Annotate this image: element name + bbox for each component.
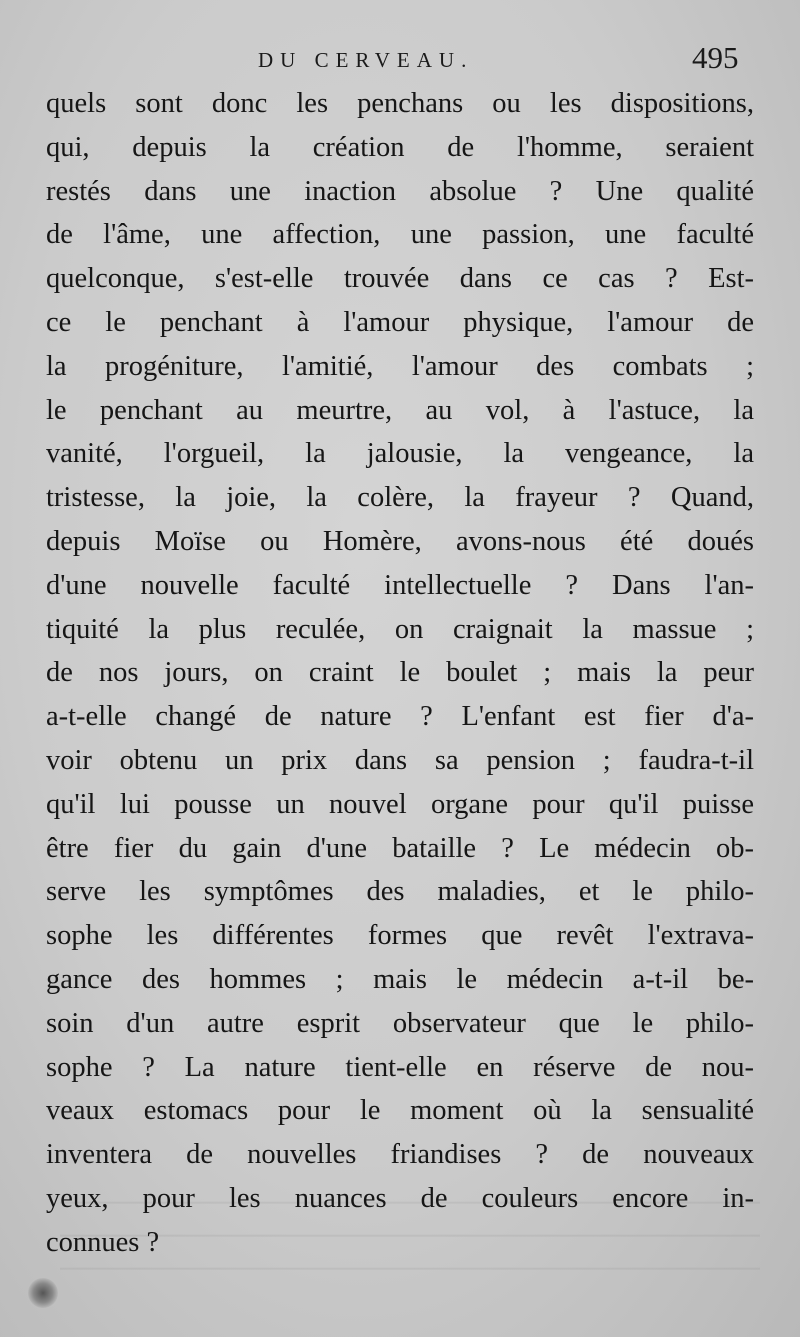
text-line: serve les symptômes des maladies, et le philo-: [46, 876, 754, 908]
text-line: d'une nouvelle faculté intellectuelle ? Dans l'an-: [46, 569, 754, 601]
text-line: tristesse, la joie, la colère, la frayeur ? Quand,: [46, 482, 754, 514]
text-line: a-t-elle changé de nature ? L'enfant est fier d'a-: [46, 701, 754, 733]
body-text: [46, 82, 754, 1265]
text-line: ce le penchant à l'amour physique, l'amour de: [46, 306, 754, 338]
text-line: qui, depuis la création de l'homme, seraient: [46, 131, 754, 163]
ink-stain: [28, 1278, 58, 1308]
text-line: de l'âme, une affection, une passion, une faculté: [46, 219, 754, 251]
text-line: yeux, pour les nuances de couleurs encore in-: [46, 1182, 754, 1214]
text-line: soin d'un autre esprit observateur que le philo-: [46, 1007, 754, 1039]
text-line: sophe les différentes formes que revêt l'extrava-: [46, 920, 754, 952]
page-number: 495: [692, 40, 739, 75]
text-line: vanité, l'orgueil, la jalousie, la vengeance, la: [46, 438, 754, 470]
text-line: restés dans une inaction absolue ? Une qualité: [46, 175, 754, 207]
running-head-title: DU CERVEAU.: [258, 48, 474, 72]
text-line: être fier du gain d'une bataille ? Le médecin ob-: [46, 832, 754, 864]
running-head: [0, 40, 800, 84]
text-line: le penchant au meurtre, au vol, à l'astuce, la: [46, 394, 754, 426]
text-line: quelconque, s'est-elle trouvée dans ce cas ? Est-: [46, 263, 754, 295]
text-line: voir obtenu un prix dans sa pension ; faudra-t-il: [46, 744, 754, 776]
text-line: de nos jours, on craint le boulet ; mais la peur: [46, 657, 754, 689]
text-line: qu'il lui pousse un nouvel organe pour qu'il puisse: [46, 788, 754, 820]
text-line: depuis Moïse ou Homère, avons-nous été doués: [46, 525, 754, 557]
text-line: tiquité la plus reculée, on craignait la massue ;: [46, 613, 754, 645]
text-line: sophe ? La nature tient-elle en réserve de nou-: [46, 1051, 754, 1083]
text-line: la progéniture, l'amitié, l'amour des combats ;: [46, 350, 754, 382]
text-line: quels sont donc les penchans ou les dispositions,: [46, 88, 754, 119]
text-line: connues ?: [46, 1226, 160, 1258]
text-line: inventera de nouvelles friandises ? de nouveaux: [46, 1139, 754, 1171]
text-line: veaux estomacs pour le moment où la sensualité: [46, 1095, 754, 1127]
text-line: gance des hommes ; mais le médecin a-t-il be-: [46, 963, 754, 995]
